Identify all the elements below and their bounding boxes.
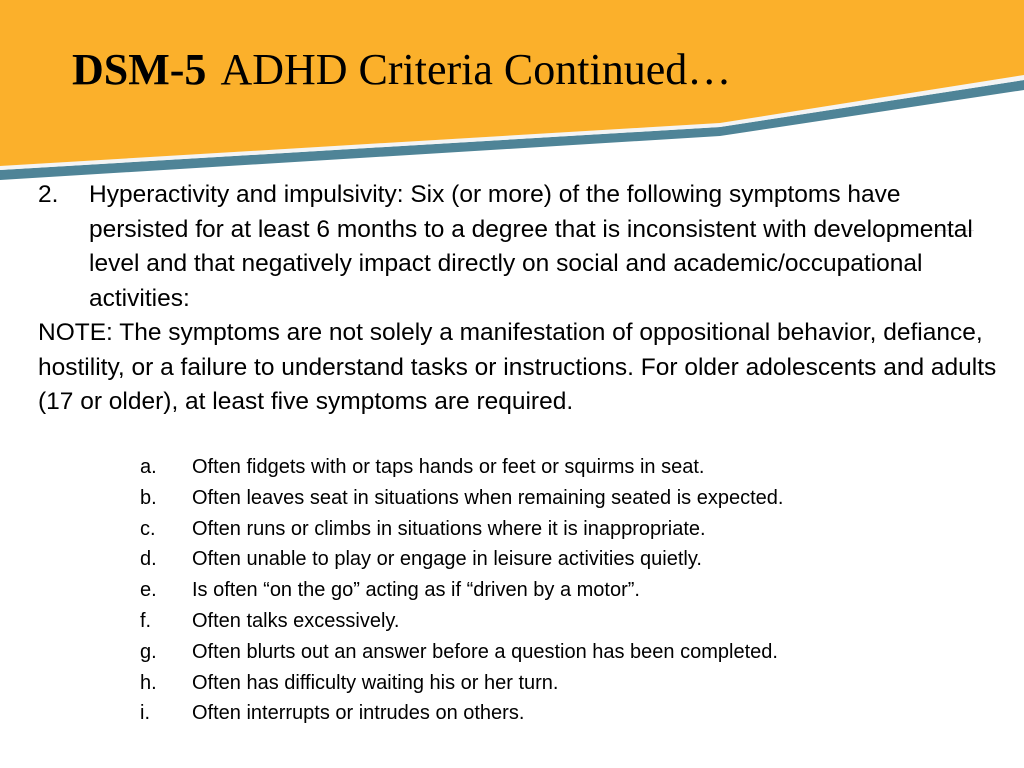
criterion-text: Hyperactivity and impulsivity: Six (or more) of the following symptoms have persisted for at least 6 months to a degree that is inconsistent with developmental level and that negatively impact directly on social and academic/occupational activities: [89, 181, 973, 312]
symptom-list [140, 452, 783, 729]
criterion [38, 178, 998, 316]
symptom-item [140, 575, 783, 606]
symptom-text: Often runs or climbs in situations where it is inappropriate. [192, 517, 706, 540]
title-rest: ADHD Criteria Continued… [220, 45, 732, 94]
slide-body [38, 178, 998, 420]
slide-title [72, 44, 731, 95]
symptom-item [140, 544, 783, 575]
symptom-text: Often talks excessively. [192, 609, 400, 632]
symptom-item [140, 698, 783, 729]
symptom-label: d. [140, 548, 157, 571]
symptom-label: f. [140, 609, 152, 632]
symptom-item [140, 514, 783, 545]
symptom-text: Often fidgets with or taps hands or feet or squirms in seat. [192, 456, 705, 478]
symptom-item [140, 637, 783, 668]
symptom-item [140, 483, 783, 514]
symptom-label: g. [140, 640, 157, 663]
symptom-text: Often unable to play or engage in leisure activities quietly. [192, 548, 702, 571]
symptom-text: Often blurts out an answer before a question has been completed. [192, 640, 778, 663]
symptom-label: i. [140, 702, 150, 725]
symptom-label: e. [140, 579, 157, 602]
title-bold: DSM-5 [72, 45, 207, 94]
symptom-label: a. [140, 456, 157, 478]
symptom-label: c. [140, 517, 156, 540]
symptom-label: h. [140, 671, 157, 694]
symptom-text: Is often “on the go” acting as if “driven by a motor”. [192, 579, 640, 602]
symptom-label: b. [140, 486, 157, 509]
symptom-text: Often has difficulty waiting his or her turn. [192, 671, 559, 694]
symptom-item [140, 452, 783, 483]
note-text: NOTE: The symptoms are not solely a manifestation of oppositional behavior, defiance, hostility, or a failure to understand tasks or instructions. For older adolescents and adults (17 or older), at least five symptoms are required. [38, 319, 997, 415]
symptom-item [140, 668, 783, 699]
symptom-text: Often leaves seat in situations when remaining seated is expected. [192, 486, 784, 509]
criterion-number: 2. [38, 181, 59, 208]
header-banner [0, 0, 1024, 190]
symptom-text: Often interrupts or intrudes on others. [192, 702, 525, 725]
symptom-item [140, 606, 783, 637]
